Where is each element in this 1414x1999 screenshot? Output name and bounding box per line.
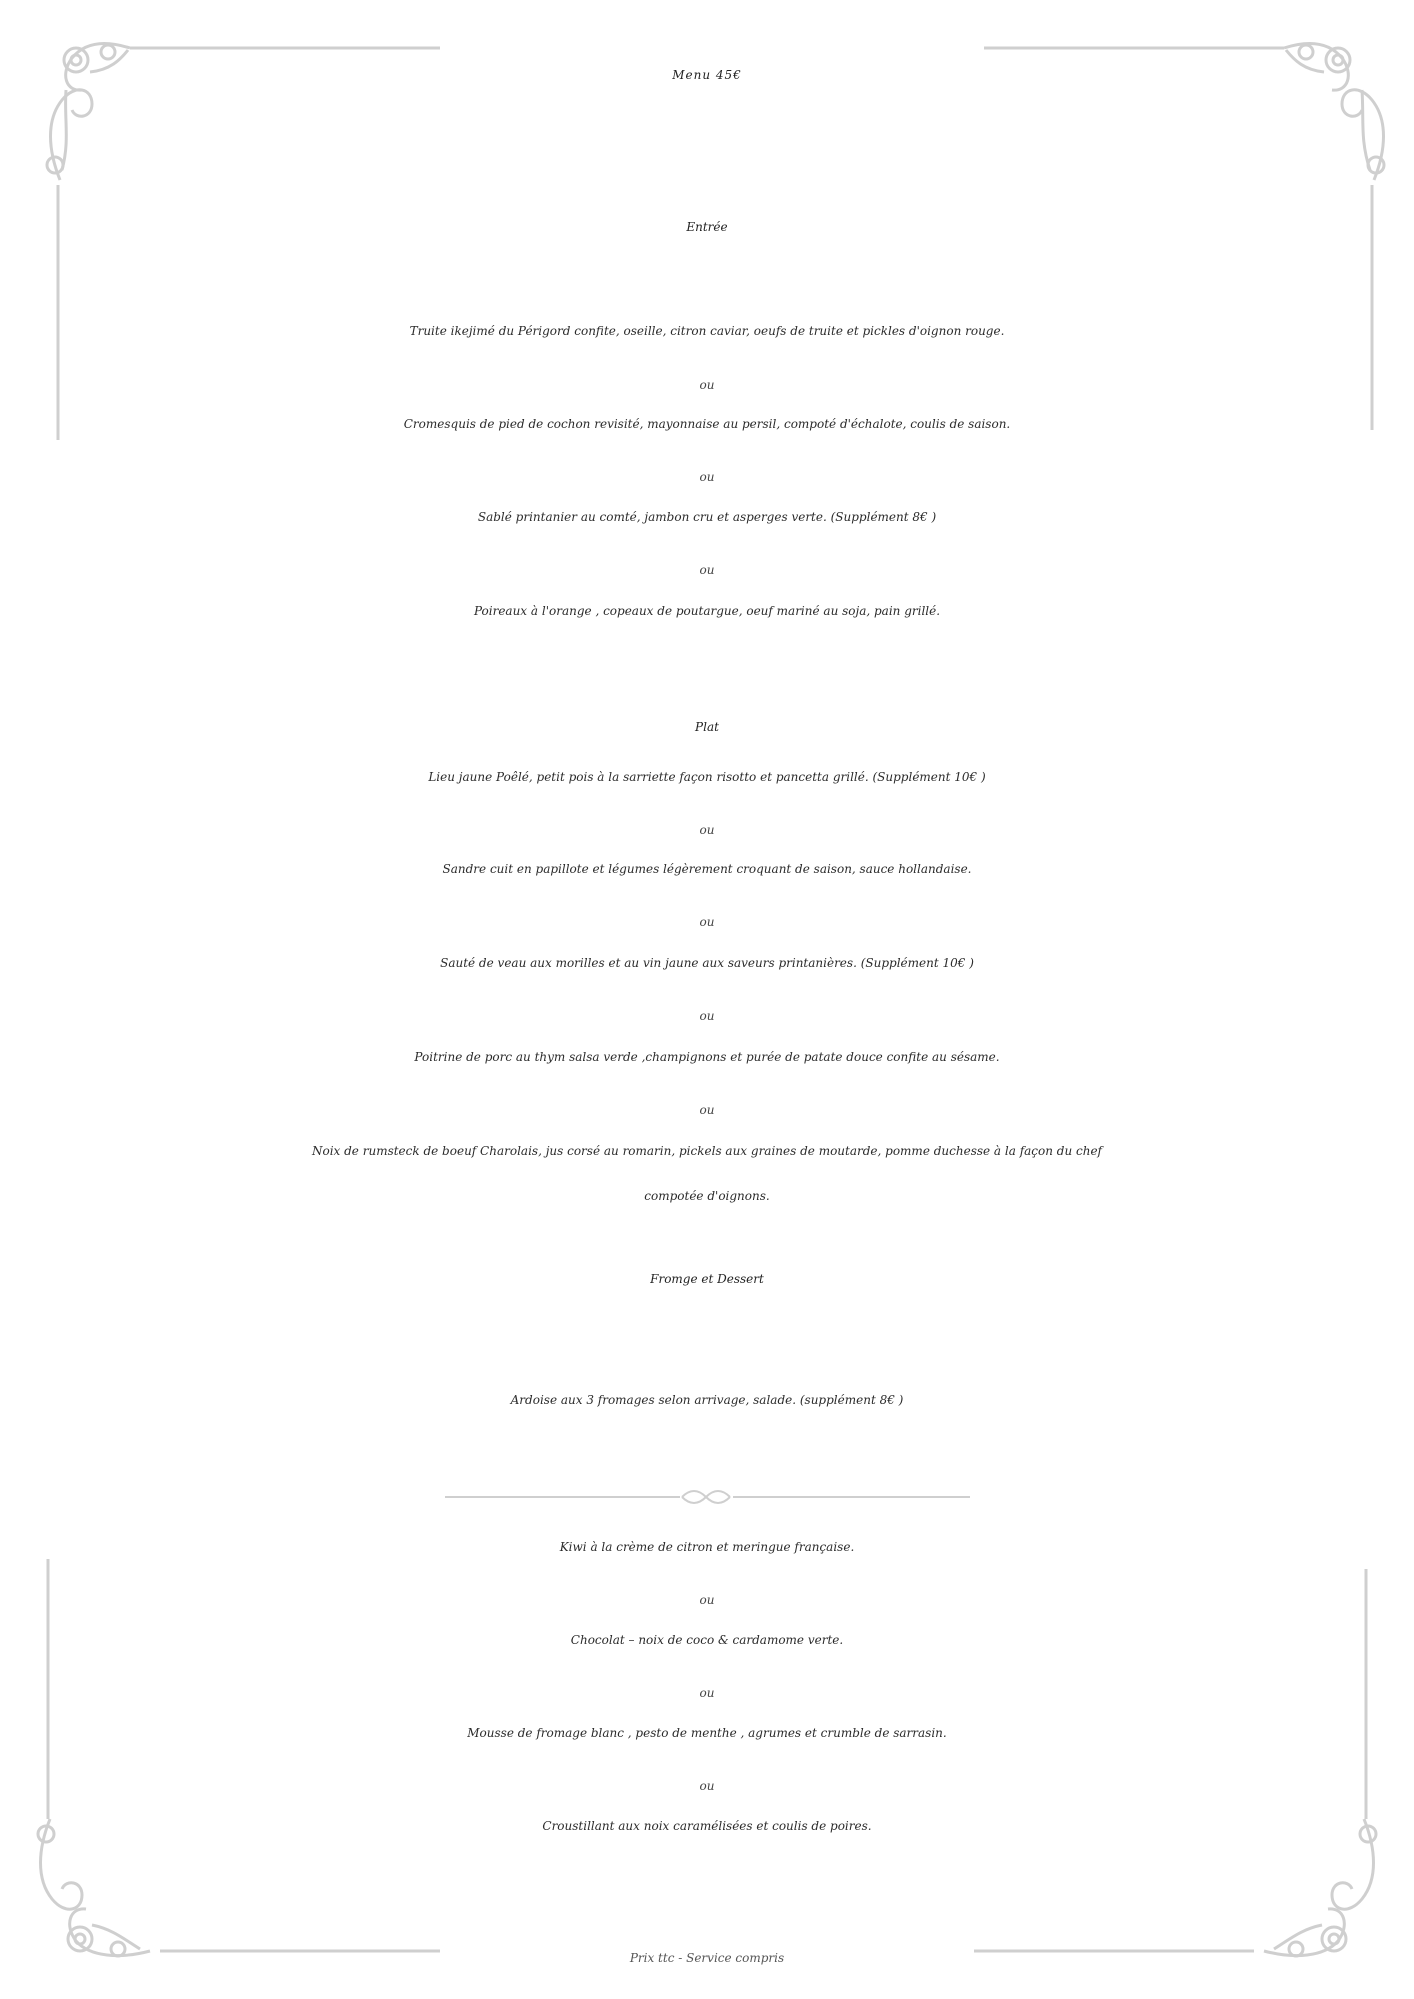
or-separator: ou (699, 378, 715, 392)
menu-item: Chocolat – noix de coco & cardamome verte. (570, 1633, 844, 1647)
menu-item: Poitrine de porc au thym salsa verde ,champignons et purée de patate douce confite au sésame. (414, 1050, 1000, 1064)
footer-note: Prix ttc - Service compris (629, 1951, 785, 1965)
flourish-divider-icon (445, 1491, 970, 1503)
flourish-corner-bottom-left-icon (38, 1559, 440, 1956)
section-heading-entree: Entrée (686, 220, 728, 234)
menu-item: Noix de rumsteck de boeuf Charolais, jus corsé au romarin, pickels aux graines de moutarde, pomme duchesse à la façon du chef (311, 1144, 1102, 1158)
menu-item: Lieu jaune Poêlé, petit pois à la sarriette façon risotto et pancetta grillé. (Supplément 10€ ) (428, 770, 986, 784)
or-separator: ou (699, 1686, 715, 1700)
menu-item-fromage: Ardoise aux 3 fromages selon arrivage, salade. (supplément 8€ ) (510, 1393, 904, 1407)
or-separator: ou (699, 915, 715, 929)
or-separator: ou (699, 1009, 715, 1023)
menu-item: Sablé printanier au comté, jambon cru et asperges verte. (Supplément 8€ ) (477, 510, 937, 524)
menu-item: Croustillant aux noix caramélisées et coulis de poires. (542, 1819, 872, 1833)
menu-item: Cromesquis de pied de cochon revisité, mayonnaise au persil, compoté d'échalote, coulis de saison. (403, 417, 1011, 431)
or-separator: ou (699, 1779, 715, 1793)
menu-item: Kiwi à la crème de citron et meringue française. (559, 1540, 855, 1554)
menu-item: Mousse de fromage blanc , pesto de menthe , agrumes et crumble de sarrasin. (467, 1726, 947, 1740)
or-separator: ou (699, 563, 715, 577)
menu-item: Poireaux à l'orange , copeaux de poutargue, oeuf mariné au soja, pain grillé. (473, 604, 941, 618)
section-heading-fromage-dessert: Fromge et Dessert (650, 1272, 764, 1286)
menu-item: Sauté de veau aux morilles et au vin jaune aux saveurs printanières. (Supplément 10€ ) (440, 956, 974, 970)
flourish-corner-bottom-right-icon (974, 1569, 1376, 1956)
menu-item: Sandre cuit en papillote et légumes légèrement croquant de saison, sauce hollandaise. (442, 862, 972, 876)
or-separator: ou (699, 470, 715, 484)
flourish-corner-top-right-icon (984, 43, 1384, 430)
or-separator: ou (699, 823, 715, 837)
menu-item-continuation: compotée d'oignons. (644, 1189, 770, 1203)
menu-item: Truite ikejimé du Périgord confite, oseille, citron caviar, oeufs de truite et pickles d'oignon rouge. (409, 324, 1005, 338)
or-separator: ou (699, 1593, 715, 1607)
menu-title: Menu 45€ (672, 68, 742, 82)
or-separator: ou (699, 1103, 715, 1117)
section-heading-plat: Plat (695, 720, 719, 734)
